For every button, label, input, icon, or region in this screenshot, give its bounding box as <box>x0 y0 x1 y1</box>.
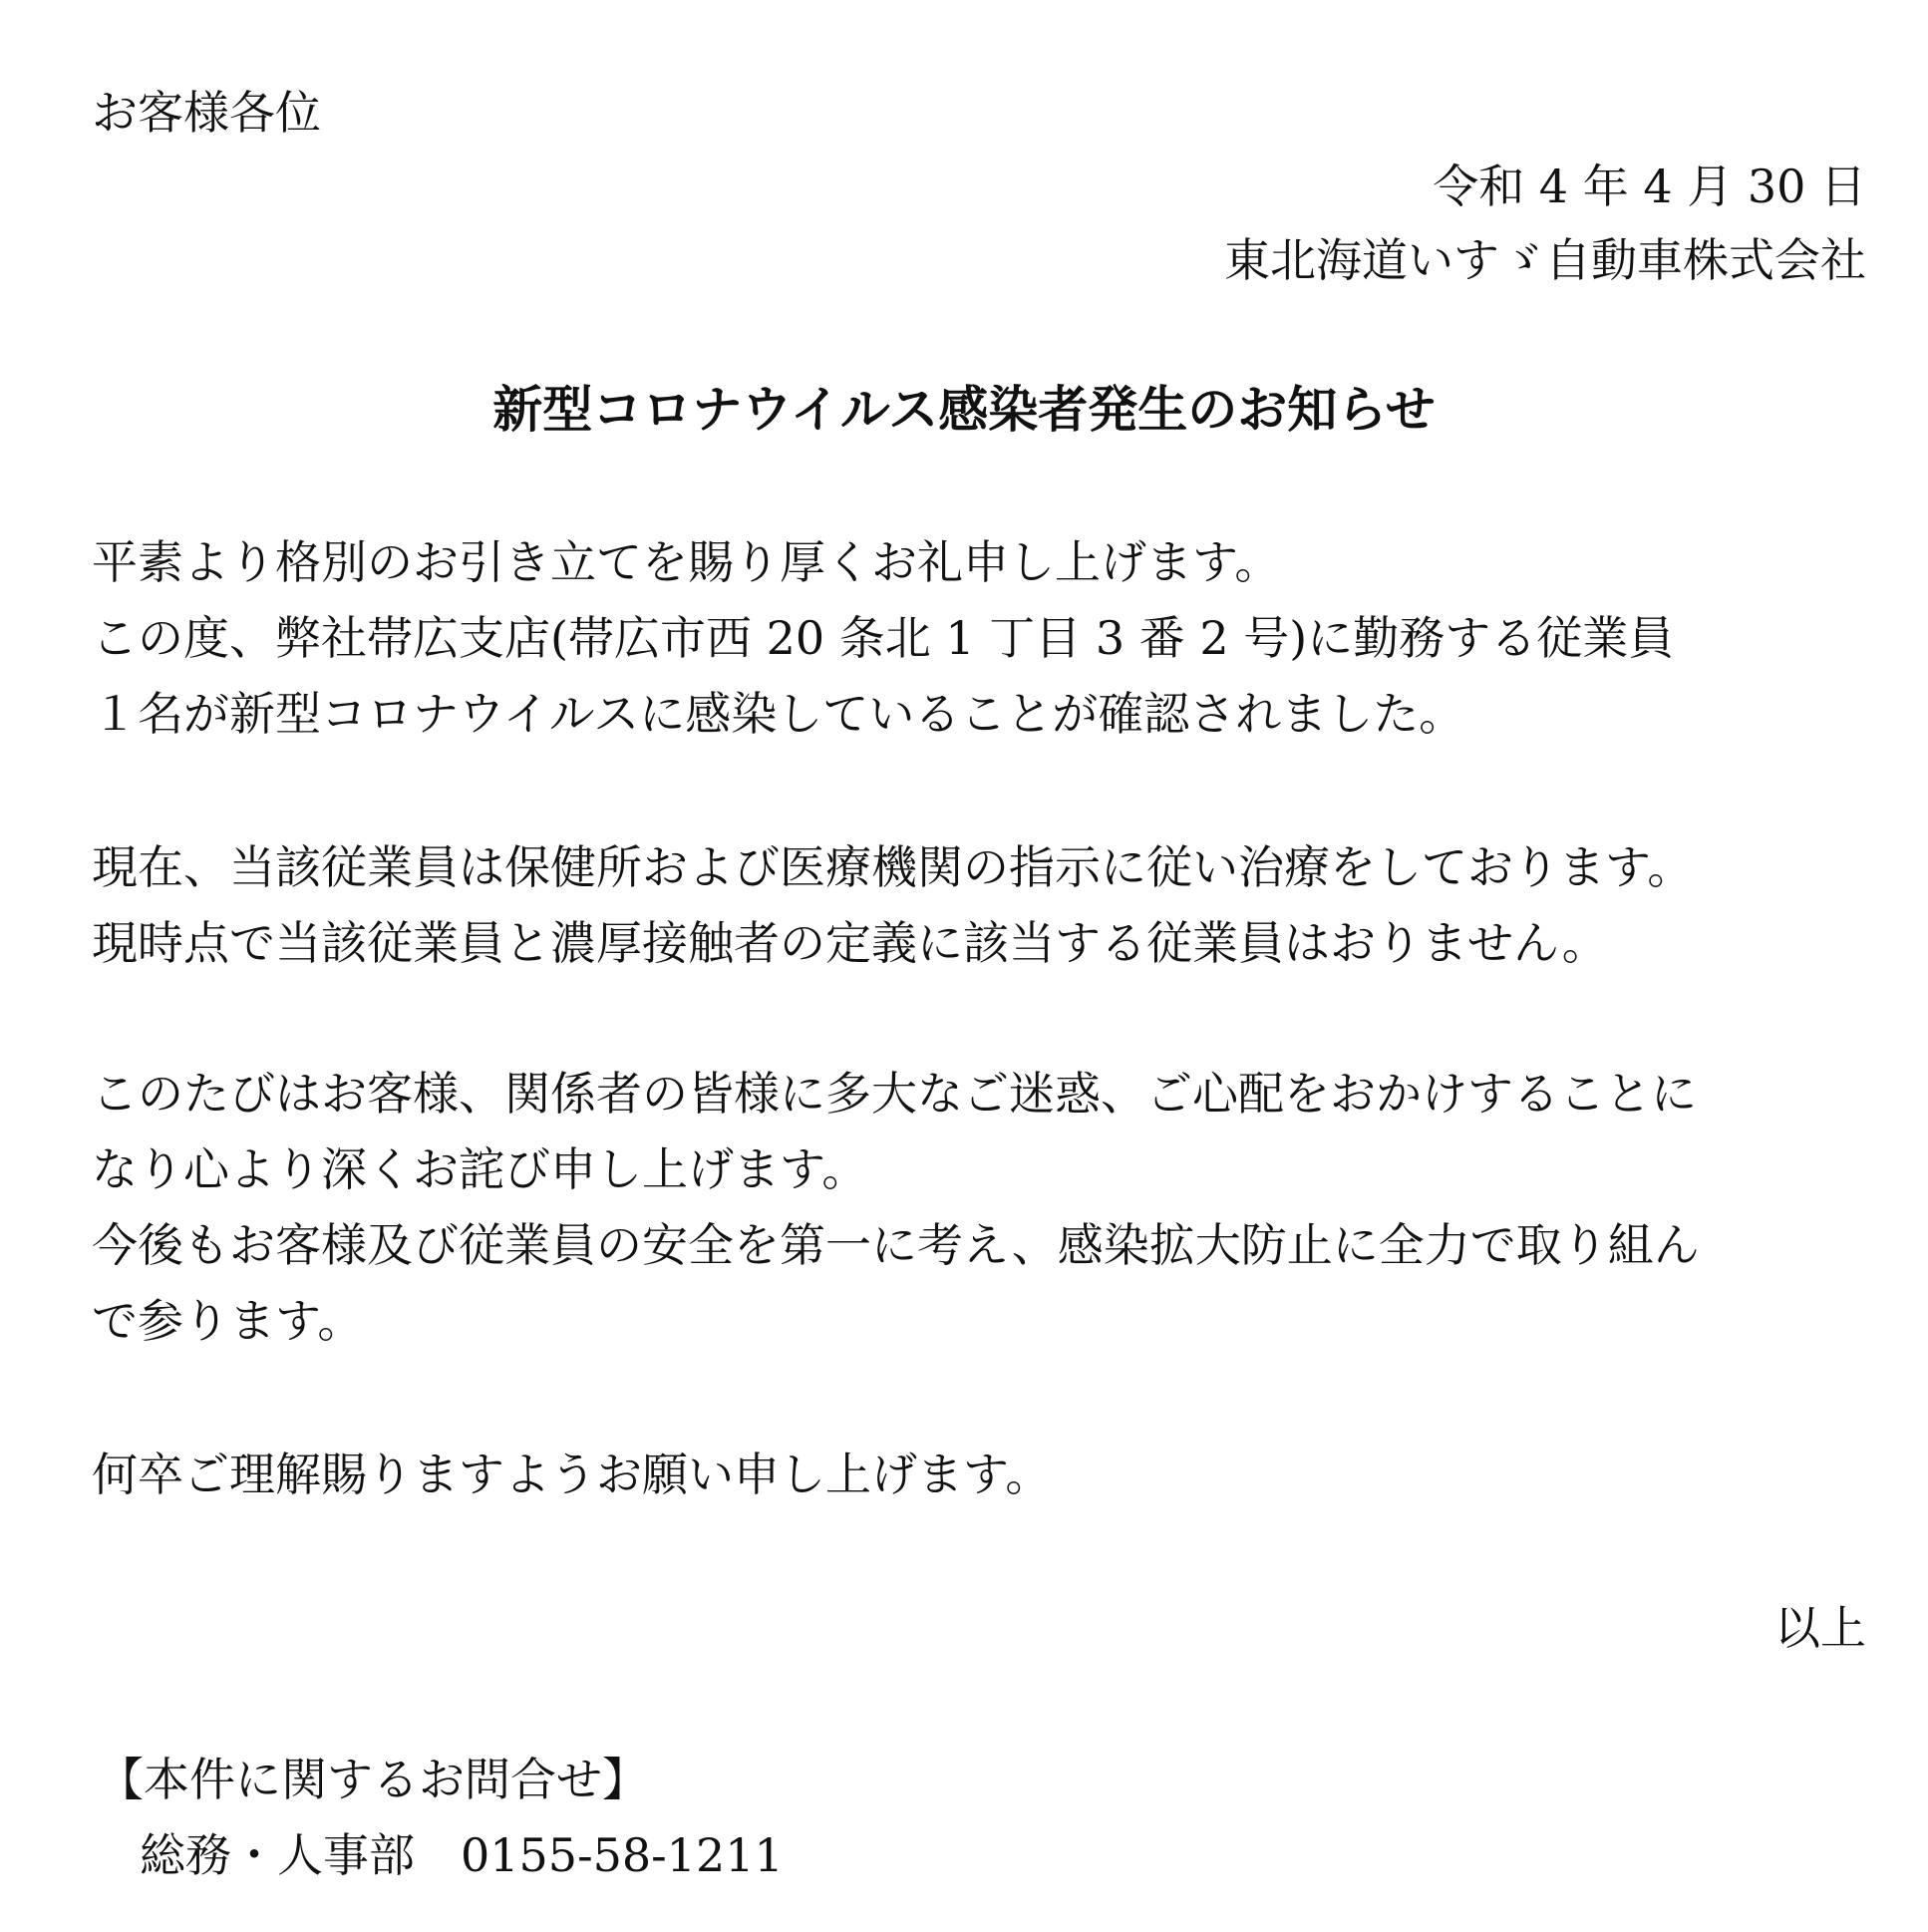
closing-word: 以上 <box>1774 1601 1866 1655</box>
paragraph-3-line-1: このたびはお客様、関係者の皆様に多大なご迷惑、ご心配をおかけすることに <box>92 1067 1697 1121</box>
company-name: 東北海道いすゞ自動車株式会社 <box>1224 233 1866 287</box>
salutation: お客様各位 <box>92 86 321 140</box>
notice-title: 新型コロナウイルス感染者発生のお知らせ <box>492 380 1436 439</box>
paragraph-2-line-1: 現在、当該従業員は保健所および医療機関の指示に従い治療をしております。 <box>92 840 1694 894</box>
contact-heading: 【本件に関するお問合せ】 <box>98 1753 648 1806</box>
paragraph-1-line-3: １名が新型コロナウイルスに感染していることが確認されました。 <box>92 687 1465 741</box>
contact-line: 総務・人事部 0155-58-1211 <box>140 1828 784 1882</box>
notice-date: 令和 4 年 4 月 30 日 <box>1433 160 1866 213</box>
paragraph-1-line-2: この度、弊社帯広支店(帯広市西 20 条北 1 丁目 3 番 2 号)に勤務する従業員 <box>92 611 1675 665</box>
paragraph-3-line-4: で参ります。 <box>92 1294 364 1348</box>
paragraph-1-line-1: 平素より格別のお引き立てを賜り厚くお礼申し上げます。 <box>92 535 1281 589</box>
paragraph-3-line-3: 今後もお客様及び従業員の安全を第一に考え、感染拡大防止に全力で取り組ん <box>92 1218 1700 1272</box>
paragraph-3-line-2: なり心より深くお詫び申し上げます。 <box>92 1142 868 1196</box>
paragraph-4: 何卒ご理解賜りますようお願い申し上げます。 <box>92 1448 1052 1501</box>
paragraph-2-line-2: 現時点で当該従業員と濃厚接触者の定義に該当する従業員はおりません。 <box>92 916 1608 970</box>
